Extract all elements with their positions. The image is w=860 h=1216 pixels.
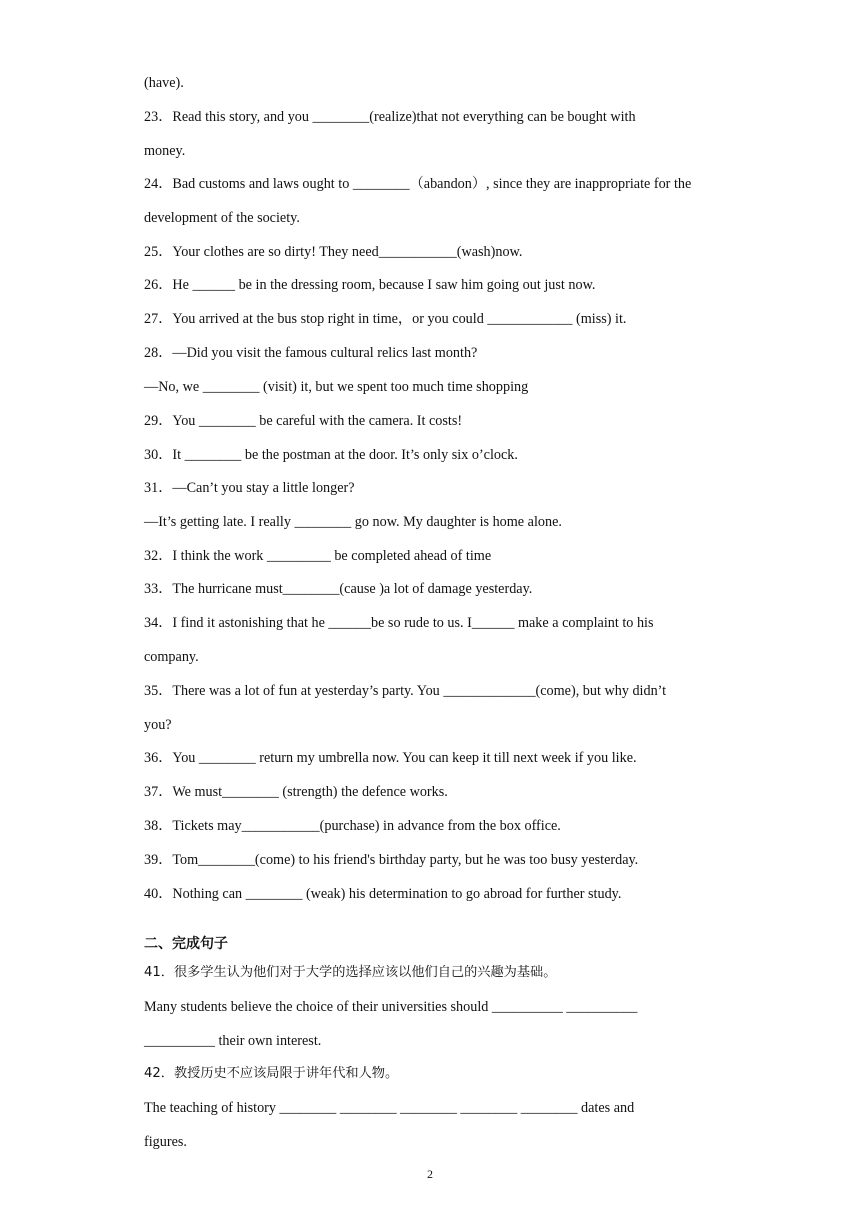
section-title: 二、完成句子 [144,936,228,952]
question-37: 37．We must________ (strength) the defence works. [144,784,448,800]
question-31: 31．—Can’t you stay a little longer? [144,480,355,496]
question-36: 36．You ________ return my umbrella now. You can keep it till next week if you like. [144,750,637,766]
text-line: development of the society. [144,210,300,226]
text-line: figures. [144,1134,187,1150]
question-24: 24．Bad customs and laws ought to ________（abandon）, since they are inappropriate for the [144,176,692,192]
question-27: 27．You arrived at the bus stop right in time，or you could ____________ (miss) it. [144,311,627,327]
question-23: 23．Read this story, and you ________(realize)that not everything can be bought with [144,109,636,125]
text-line: money. [144,143,186,159]
question-26: 26．He ______ be in the dressing room, because I saw him going out just now. [144,277,596,293]
text-line: you? [144,717,172,733]
text-line: —No, we ________ (visit) it, but we spent too much time shopping [144,379,529,395]
text-line: (have). [144,75,184,91]
page-number: 2 [427,1167,433,1181]
question-25: 25．Your clothes are so dirty! They need___________(wash)now. [144,244,523,260]
question-42-chinese: 42．教授历史不应该局限于讲年代和人物。 [144,1066,399,1081]
question-38: 38．Tickets may___________(purchase) in advance from the box office. [144,818,561,834]
question-32: 32．I think the work _________ be completed ahead of time [144,548,492,564]
question-28: 28．—Did you visit the famous cultural relics last month? [144,345,478,361]
text-line: —It’s getting late. I really ________ go now. My daughter is home alone. [144,514,562,530]
question-41-chinese: 41．很多学生认为他们对于大学的选择应该以他们自己的兴趣为基础。 [144,965,557,980]
question-29: 29．You ________ be careful with the camera. It costs! [144,413,463,429]
question-40: 40．Nothing can ________ (weak) his determination to go abroad for further study. [144,886,622,902]
question-39: 39．Tom________(come) to his friend's birthday party, but he was too busy yesterday. [144,852,639,868]
question-35: 35．There was a lot of fun at yesterday’s party. You _____________(come), but why didn’t [144,683,667,699]
question-34: 34．I find it astonishing that he ______be so rude to us. I______ make a complaint to his [144,615,654,631]
question-41: Many students believe the choice of their universities should __________ __________ [144,999,638,1015]
question-30: 30．It ________ be the postman at the door. It’s only six o’clock. [144,447,518,463]
text-line: company. [144,649,199,665]
question-33: 33．The hurricane must________(cause )a lot of damage yesterday. [144,581,533,597]
question-42: The teaching of history ________ ________ ________ ________ ________ dates and [144,1100,635,1116]
text-line: __________ their own interest. [144,1033,322,1049]
